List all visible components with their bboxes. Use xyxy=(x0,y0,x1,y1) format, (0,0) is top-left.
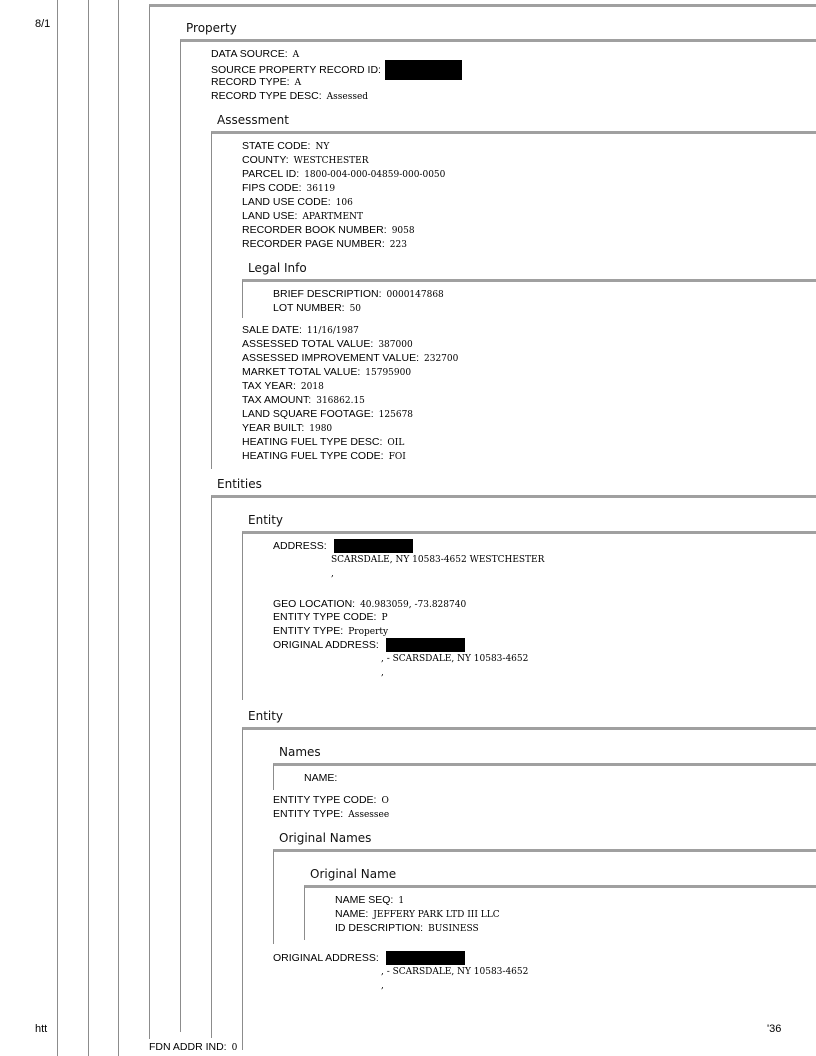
original-address-row xyxy=(273,638,465,652)
field-label: NAME SEQ: xyxy=(335,894,394,906)
field-value: Assessed xyxy=(326,92,369,102)
field-value: 316862.15 xyxy=(316,396,365,406)
field-row xyxy=(242,323,359,338)
address-row xyxy=(273,539,413,553)
entity-type-code-row xyxy=(273,793,389,808)
property-title: Property xyxy=(186,21,237,35)
field-label: LAND SQUARE FOOTAGE: xyxy=(242,408,374,420)
field-value: P xyxy=(381,613,388,623)
field-value: 15795900 xyxy=(365,368,412,378)
field-value: O xyxy=(381,796,389,806)
footer-url-fragment: htt xyxy=(35,1023,48,1035)
record-type-desc-row xyxy=(211,89,368,104)
redaction-box xyxy=(386,951,465,965)
field-value: 1800-004-000-04859-000-0050 xyxy=(304,170,446,180)
field-label: RECORDER PAGE NUMBER: xyxy=(242,238,385,250)
margin-rule xyxy=(57,0,58,1056)
redaction-box xyxy=(334,539,413,553)
name-row xyxy=(304,771,337,785)
field-label: DATA SOURCE: xyxy=(211,48,288,60)
field-label: YEAR BUILT: xyxy=(242,422,305,434)
record-type-row xyxy=(211,75,301,90)
field-value: 387000 xyxy=(378,340,413,350)
assessment-title: Assessment xyxy=(217,113,289,127)
field-row xyxy=(242,407,413,422)
field-label: NAME: xyxy=(335,908,369,920)
field-value: 232700 xyxy=(424,354,459,364)
id-description-row xyxy=(335,921,479,936)
field-row xyxy=(242,153,368,168)
field-label: SOURCE PROPERTY RECORD ID: xyxy=(211,63,381,76)
field-label: ENTITY TYPE: xyxy=(273,625,344,637)
field-label: GEO LOCATION: xyxy=(273,598,356,610)
field-value: BUSINESS xyxy=(428,924,479,934)
address-line: , xyxy=(381,668,384,678)
field-value: 223 xyxy=(389,240,407,250)
field-value: Property xyxy=(348,627,389,637)
field-label: ENTITY TYPE: xyxy=(273,808,344,820)
address-line: , xyxy=(331,569,334,579)
field-label: LAND USE: xyxy=(242,210,298,222)
field-value: 50 xyxy=(349,304,362,314)
field-label: RECORD TYPE: xyxy=(211,76,290,88)
field-value: 106 xyxy=(335,198,353,208)
address-line: SCARSDALE, NY 10583-4652 WESTCHESTER xyxy=(331,555,545,565)
field-value: OIL xyxy=(387,438,405,448)
field-label: FDN ADDR IND: xyxy=(149,1041,227,1053)
field-row xyxy=(242,237,407,252)
field-row xyxy=(273,287,444,302)
field-row xyxy=(242,195,353,210)
field-label: RECORD TYPE DESC: xyxy=(211,90,322,102)
field-row xyxy=(242,379,324,394)
field-label: TAX AMOUNT: xyxy=(242,394,312,406)
field-value: APARTMENT xyxy=(302,212,363,222)
entity-title: Entity xyxy=(248,513,284,527)
margin-rule xyxy=(88,0,89,1056)
field-label: ID DESCRIPTION: xyxy=(335,922,424,934)
field-label: HEATING FUEL TYPE DESC: xyxy=(242,436,383,448)
field-value: 2018 xyxy=(300,382,324,392)
field-value: 36119 xyxy=(306,184,336,194)
field-label: NAME: xyxy=(304,772,338,784)
field-value: 0 xyxy=(231,1043,238,1053)
field-value: 0000147868 xyxy=(386,290,444,300)
field-value: JEFFERY PARK LTD III LLC xyxy=(373,910,500,920)
names-title: Names xyxy=(279,745,321,759)
margin-rule xyxy=(118,0,119,1056)
name-row xyxy=(335,907,500,922)
field-value: 1980 xyxy=(309,424,333,434)
field-label: ENTITY TYPE CODE: xyxy=(273,794,377,806)
field-value: 40.983059, -73.828740 xyxy=(360,600,467,610)
field-row xyxy=(242,393,365,408)
field-label: PARCEL ID: xyxy=(242,168,300,180)
field-row xyxy=(242,223,415,238)
field-row xyxy=(273,301,361,316)
field-label: RECORDER BOOK NUMBER: xyxy=(242,224,387,236)
field-value: A xyxy=(294,78,302,88)
field-label: HEATING FUEL TYPE CODE: xyxy=(242,450,384,462)
field-label: LOT NUMBER: xyxy=(273,302,345,314)
field-label: COUNTY: xyxy=(242,154,289,166)
field-label: ADDRESS: xyxy=(273,540,327,552)
field-label: FIPS CODE: xyxy=(242,182,302,194)
field-row xyxy=(242,209,363,224)
field-row xyxy=(242,449,406,464)
field-row xyxy=(242,167,445,182)
field-value: A xyxy=(292,50,300,60)
entity-type-row xyxy=(273,807,389,822)
field-label: ENTITY TYPE CODE: xyxy=(273,611,377,623)
field-value: NY xyxy=(315,142,330,152)
field-value: FOI xyxy=(388,452,406,462)
field-label: LAND USE CODE: xyxy=(242,196,331,208)
address-line: , - SCARSDALE, NY 10583-4652 xyxy=(381,654,529,664)
page-marker: 8/1 xyxy=(35,18,51,30)
footer-page-fragment: '36 xyxy=(767,1023,782,1035)
field-label: ASSESSED IMPROVEMENT VALUE: xyxy=(242,352,419,364)
original-address-row xyxy=(273,951,465,965)
field-label: ORIGINAL ADDRESS: xyxy=(273,639,379,651)
field-row xyxy=(242,139,329,154)
address-line: , xyxy=(381,981,384,991)
field-row xyxy=(242,181,335,196)
redaction-box xyxy=(385,60,462,80)
field-value: WESTCHESTER xyxy=(293,156,369,166)
entities-title: Entities xyxy=(217,477,262,491)
fdn-addr-ind-row xyxy=(149,1040,237,1055)
field-label: BRIEF DESCRIPTION: xyxy=(273,288,382,300)
field-row xyxy=(242,435,404,450)
original-names-title: Original Names xyxy=(279,831,372,845)
field-label: MARKET TOTAL VALUE: xyxy=(242,366,361,378)
legal-info-title: Legal Info xyxy=(248,261,307,275)
field-value: 1 xyxy=(398,896,405,906)
field-value: 9058 xyxy=(391,226,415,236)
name-seq-row xyxy=(335,893,404,908)
field-row xyxy=(242,351,458,366)
field-row xyxy=(242,421,332,436)
field-value: 125678 xyxy=(378,410,414,420)
redaction-box xyxy=(386,638,465,652)
field-row xyxy=(242,337,413,352)
field-label: SALE DATE: xyxy=(242,324,302,336)
field-label: ORIGINAL ADDRESS: xyxy=(273,952,379,964)
field-label: TAX YEAR: xyxy=(242,380,296,392)
entity-type-code-row xyxy=(273,610,388,625)
entity-title: Entity xyxy=(248,709,284,723)
names-frame xyxy=(273,763,816,790)
address-line: , - SCARSDALE, NY 10583-4652 xyxy=(381,967,529,977)
field-label: ASSESSED TOTAL VALUE: xyxy=(242,338,374,350)
field-value: 11/16/1987 xyxy=(306,326,359,336)
field-label: STATE CODE: xyxy=(242,140,311,152)
original-name-title: Original Name xyxy=(310,867,397,881)
field-value: Assessee xyxy=(348,810,390,820)
entity-type-row xyxy=(273,624,388,639)
field-row xyxy=(242,365,411,380)
